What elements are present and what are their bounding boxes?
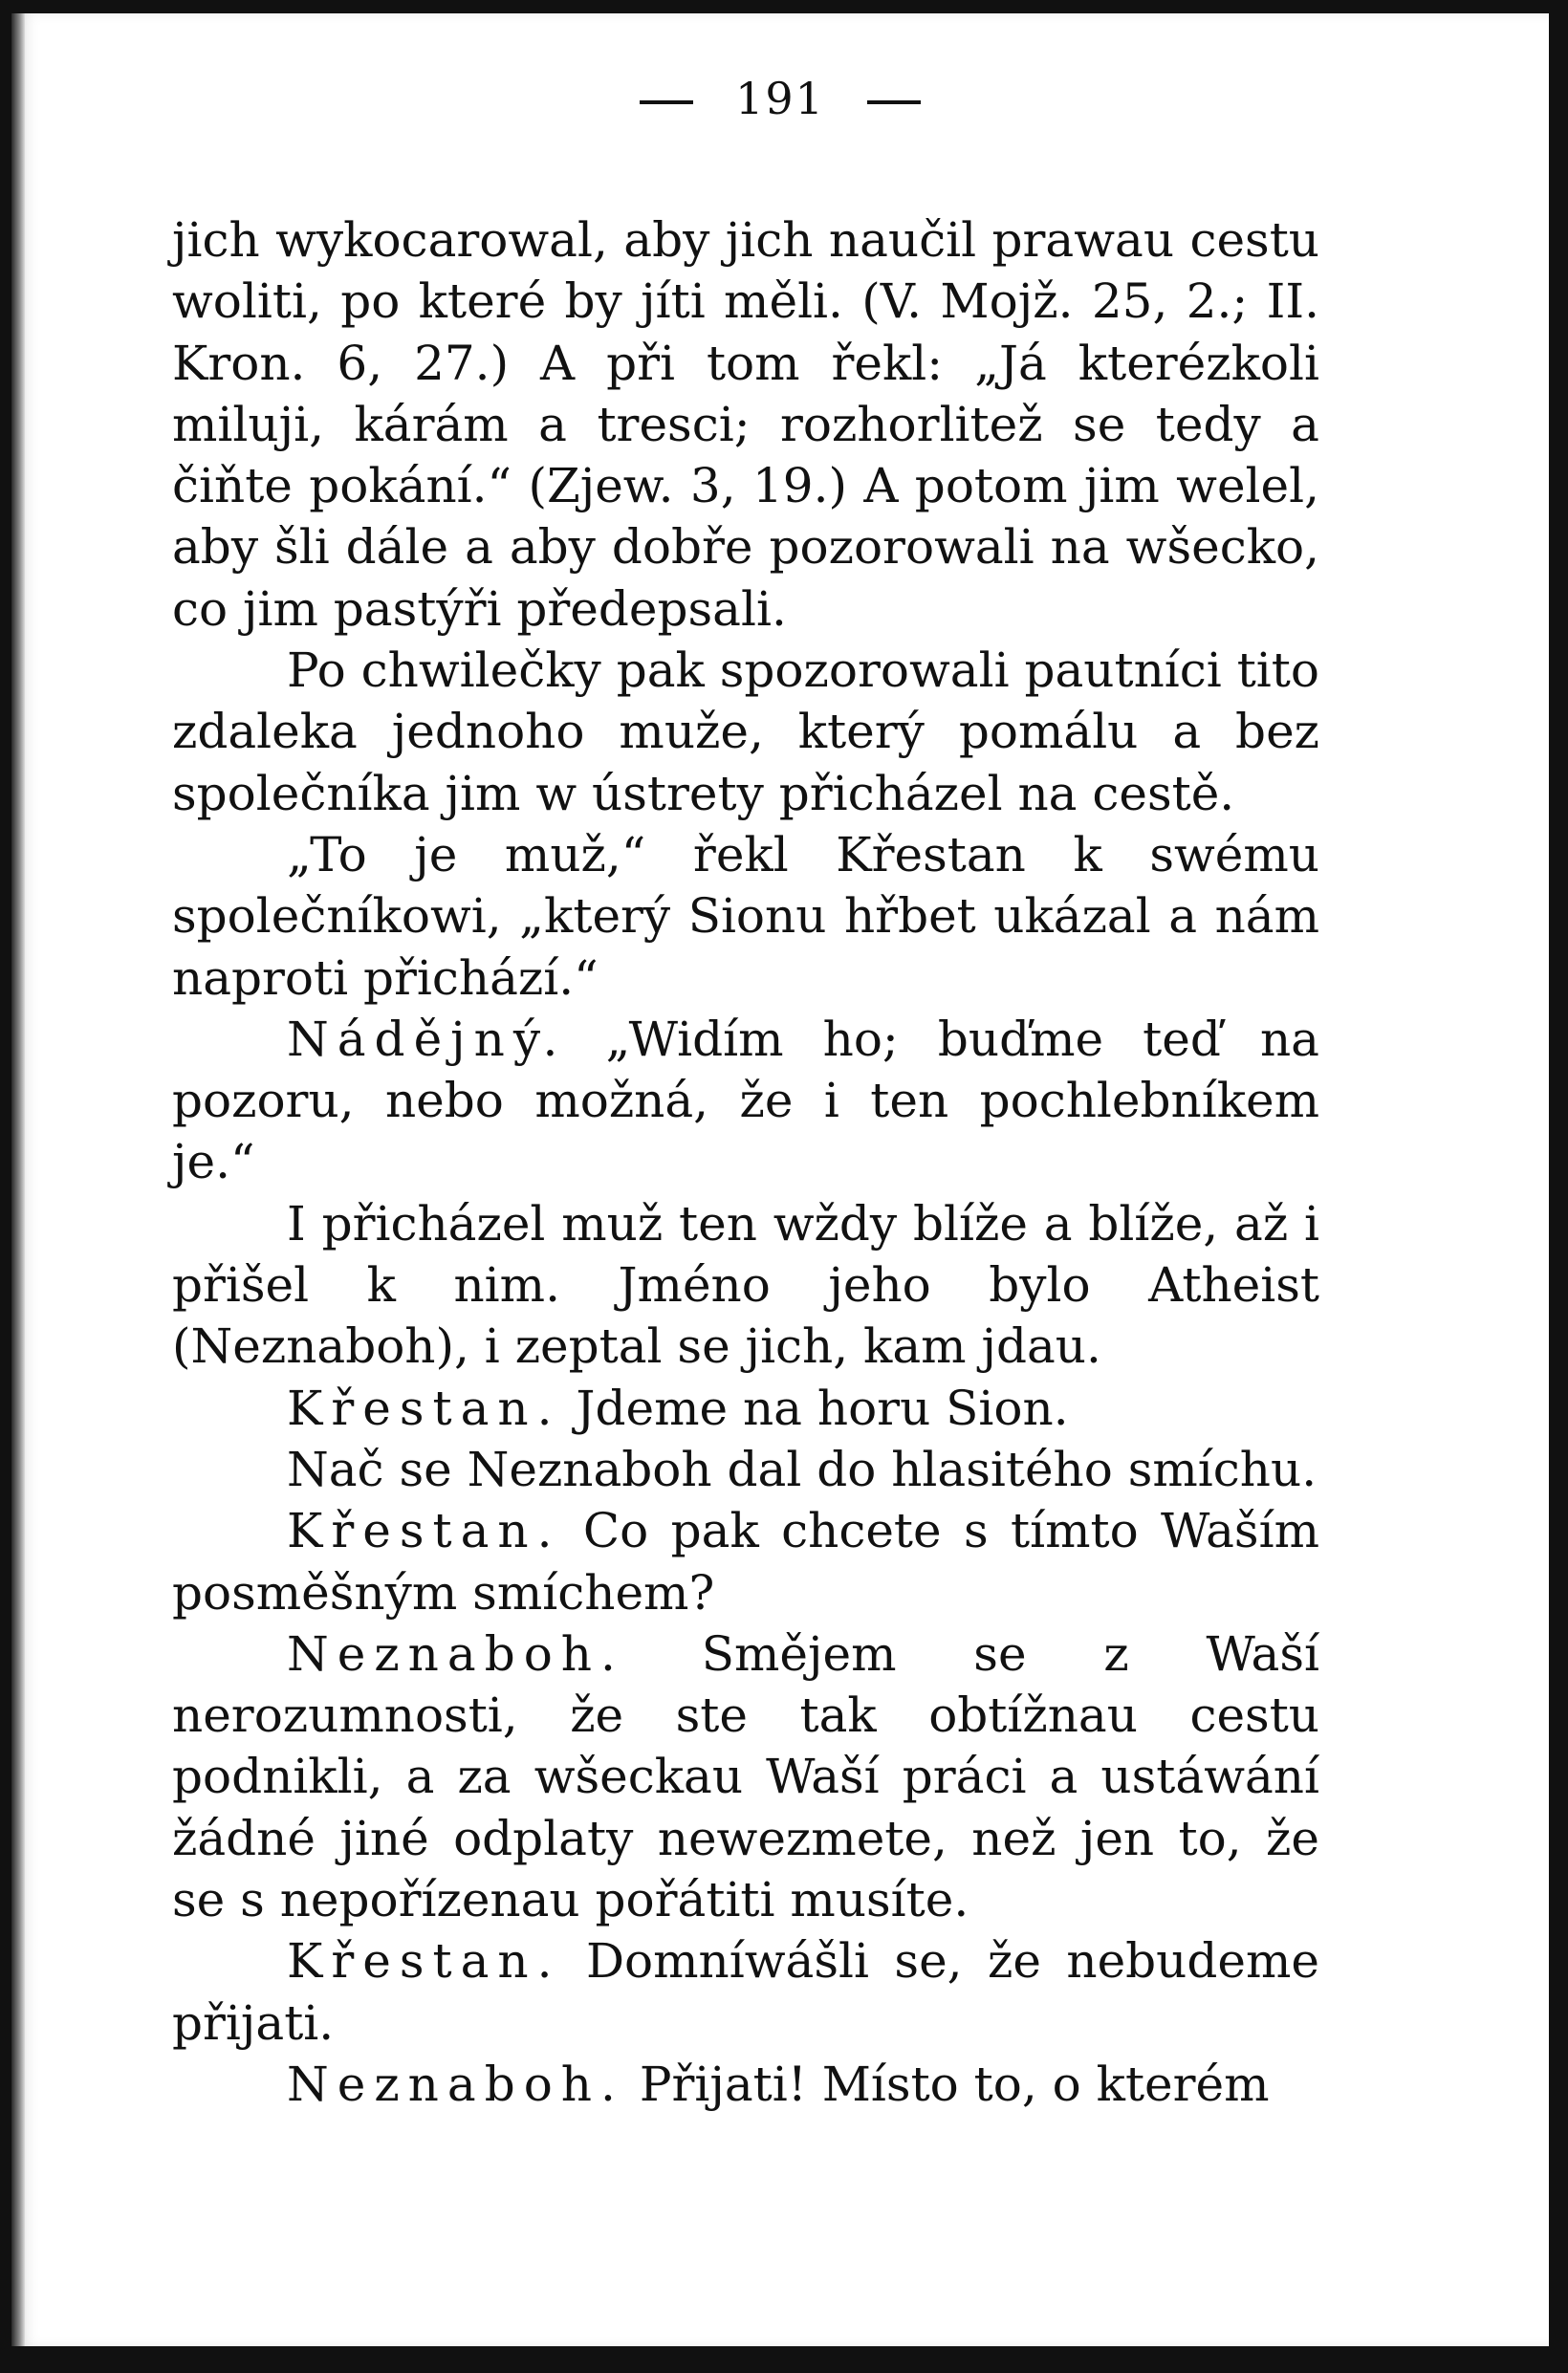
paragraph-text: Nač se Neznaboh dal do hlasitého smíchu. [287, 1441, 1318, 1497]
paragraph [172, 1439, 1319, 1500]
paragraph-text: Domníwášli se, že nebudeme přijati. [172, 1933, 1319, 2051]
paragraph [172, 1193, 1319, 1378]
speaker-name: Nádějný. [287, 1011, 567, 1067]
page-number: 191 [735, 73, 825, 124]
paragraph [172, 824, 1319, 1009]
paragraph-text: Co pak chcete s tímto Waším posměšným smíchem? [172, 1503, 1319, 1621]
speaker-name: Křestan. [287, 1933, 561, 1990]
paragraph [172, 2054, 1319, 2115]
paragraph [172, 209, 1319, 640]
paragraph-text: Po chwilečky pak spozorowali pautníci tito zdaleka jednoho muže, který pomálu a bez společníka jim w ústrety přicházel na cestě. [172, 642, 1319, 821]
paragraph [172, 1009, 1319, 1193]
paragraph [172, 1500, 1319, 1623]
paragraph-text: Smějem se z Waší nerozumnosti, že ste tak obtížnau cestu podnikli, a za wšeckau Waší práci a ustáwání žádné jiné odplaty newezmete, než jen to, že se s nepořízenau pořátiti musíte. [172, 1625, 1319, 1928]
paragraph [172, 1930, 1319, 2054]
paragraph-text: Jdeme na horu Sion. [576, 1380, 1069, 1436]
paragraph-text: „To je muž,“ řekl Křestan k swému společníkowi, „který Sionu hřbet ukázal a nám naproti přichází.“ [172, 826, 1319, 1006]
page-header [11, 73, 1549, 124]
paragraph-text: Přijati! Místo to, o kterém [639, 2056, 1270, 2112]
paragraph-text: I přicházel muž ten wždy blíže a blíže, až i přišel k nim. Jméno jeho bylo Atheist (Neznaboh), i zeptal se jich, kam jdau. [172, 1195, 1319, 1375]
header-dash-left [640, 100, 693, 104]
book-page [11, 13, 1549, 2346]
speaker-name: Neznaboh. [287, 2056, 624, 2112]
speaker-name: Křestan. [287, 1503, 561, 1559]
paragraph [172, 1623, 1319, 1930]
speaker-name: Neznaboh. [287, 1625, 624, 1682]
page-body-text [172, 209, 1319, 2115]
paragraph [172, 1378, 1319, 1439]
header-dash-right [867, 100, 921, 104]
paragraph-text: „Widím ho; buďme teď na pozoru, nebo možná, že i ten pochlebníkem je.“ [172, 1011, 1319, 1190]
paragraph [172, 640, 1319, 824]
speaker-name: Křestan. [287, 1380, 561, 1436]
page-binding-edge [11, 13, 25, 2346]
paragraph-text: jich wykocarowal, aby jich naučil prawau cestu woliti, po které by jíti měli. (V. Mojž. 25, 2.; II. Kron. 6, 27.) A při tom řekl: „Já kterézkoli miluji, kárám a tresci; rozhorlitež se tedy a čiňte pokání.“ (Zjew. 3, 19.) A potom jim welel, aby šli dále a aby dobře pozorowali na wšecko, co jim pastýři předepsali. [172, 212, 1319, 637]
